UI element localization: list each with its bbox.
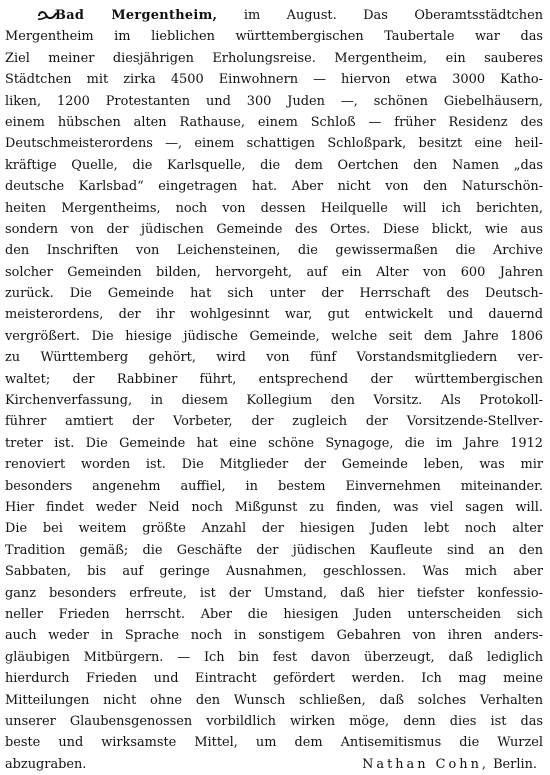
article-line: Hier findet weder Neid noch Mißgunst zu finden, was viel sagen will.	[5, 499, 543, 515]
article-line: einem hübschen alten Rathause, einem Schloß — früher Residenz des	[5, 114, 543, 130]
article-signature	[362, 754, 543, 775]
author-place: Berlin.	[493, 756, 537, 772]
article-line: Mitteilungen nicht ohne den Wunsch schließen, daß solches Verhalten	[5, 692, 543, 708]
article-line: treter ist. Die Gemeinde hat eine schöne Synagoge, die im Jahre 1912	[5, 435, 543, 451]
article-closing-row	[5, 754, 543, 775]
newspaper-article	[5, 5, 543, 772]
article-line: beste und wirksamste Mittel, um dem Antisemitismus die Wurzel	[5, 735, 543, 751]
article-line: vergrößert. Die hiesige jüdische Gemeinde, welche seit dem Jahre 1806	[5, 328, 543, 344]
article-headline: Bad Mergentheim,	[55, 8, 218, 23]
article-line: waltet; der Rabbiner führt, entsprechend der württembergischen	[5, 371, 543, 387]
article-line: Ziel meiner diesjährigen Erholungsreise. Mergentheim, ein sauberes	[5, 50, 543, 66]
article-line: liken, 1200 Protestanten und 300 Juden —, schönen Giebelhäusern,	[5, 93, 543, 109]
article-line: Sabbaten, bis auf geringe Ausnahmen, geschlossen. Was mich aber	[5, 564, 543, 580]
article-line: besonders angenehm auffiel, in bestem Einvernehmen miteinander.	[5, 478, 543, 494]
article-line: solcher Gemeinden bilden, hervorgeht, auf ein Alter von 600 Jahren	[5, 264, 543, 280]
article-line: meisterordens, der ihr wohlgesinnt war, gut entwickelt und dauernd	[5, 307, 543, 323]
section-ornament-icon	[37, 9, 59, 21]
article-line-1	[5, 5, 543, 26]
article-line: den Inschriften von Leichensteinen, die gewissermaßen die Archive	[5, 243, 543, 259]
author-name: Nathan Cohn,	[362, 756, 489, 772]
article-line: auch weder in Sprache noch in sonstigem Gebahren von ihren anders-	[5, 628, 543, 644]
article-line: Städtchen mit zirka 4500 Einwohnern — hiervon etwa 3000 Katho-	[5, 72, 543, 88]
article-line: Deutschmeisterordens —, einem schattigen Schloßpark, besitzt eine heil-	[5, 136, 543, 152]
article-line: zurück. Die Gemeinde hat sich unter der Herrschaft des Deutsch-	[5, 286, 543, 302]
article-line: gläubigen Mitbürgern. — Ich bin fest davon überzeugt, daß lediglich	[5, 649, 543, 665]
article-line: Mergentheim im lieblichen württembergischen Taubertale war das	[5, 29, 543, 45]
article-closing-text: abzugraben.	[5, 756, 87, 772]
article-line: zu Württemberg gehört, wird von fünf Vorstandsmitgliedern ver-	[5, 350, 543, 366]
article-line: heiten Mergentheims, noch von dessen Heilquelle will ich berichten,	[5, 200, 543, 216]
article-line: renoviert worden ist. Die Mitglieder der Gemeinde leben, was mir	[5, 457, 543, 473]
article-line: ganz besonders erfreute, ist der Umstand, daß hier tiefster konfessio-	[5, 585, 543, 601]
article-line: Die bei weitem größte Anzahl der hiesigen Juden lebt noch alter	[5, 521, 543, 537]
article-line: deutsche Karlsbad“ eingetragen hat. Aber nicht von den Naturschön-	[5, 179, 543, 195]
article-line: im August. Das Oberamtsstädtchen	[243, 8, 543, 23]
article-line: kräftige Quelle, die Karlsquelle, die dem Oertchen den Namen „das	[5, 157, 543, 173]
article-line: hierdurch Frieden und Eintracht gefördert werden. Ich mag meine	[5, 671, 543, 687]
article-line: sondern von der jüdischen Gemeinde des Ortes. Diese blickt, wie aus	[5, 221, 543, 237]
article-line: unserer Glaubensgenossen vorbildlich wirken möge, denn dies ist das	[5, 713, 543, 729]
article-line: Kirchenverfassung, in diesem Kollegium den Vorsitz. Als Protokoll-	[5, 393, 543, 409]
article-line: Tradition gemäß; die Geschäfte der jüdischen Kaufleute sind an den	[5, 542, 543, 558]
article-line: neller Frieden herrscht. Aber die hiesigen Juden unterscheiden sich	[5, 606, 543, 622]
article-line: führer amtiert der Vorbeter, der zugleich der Vorsitzende-Stellver-	[5, 414, 543, 430]
